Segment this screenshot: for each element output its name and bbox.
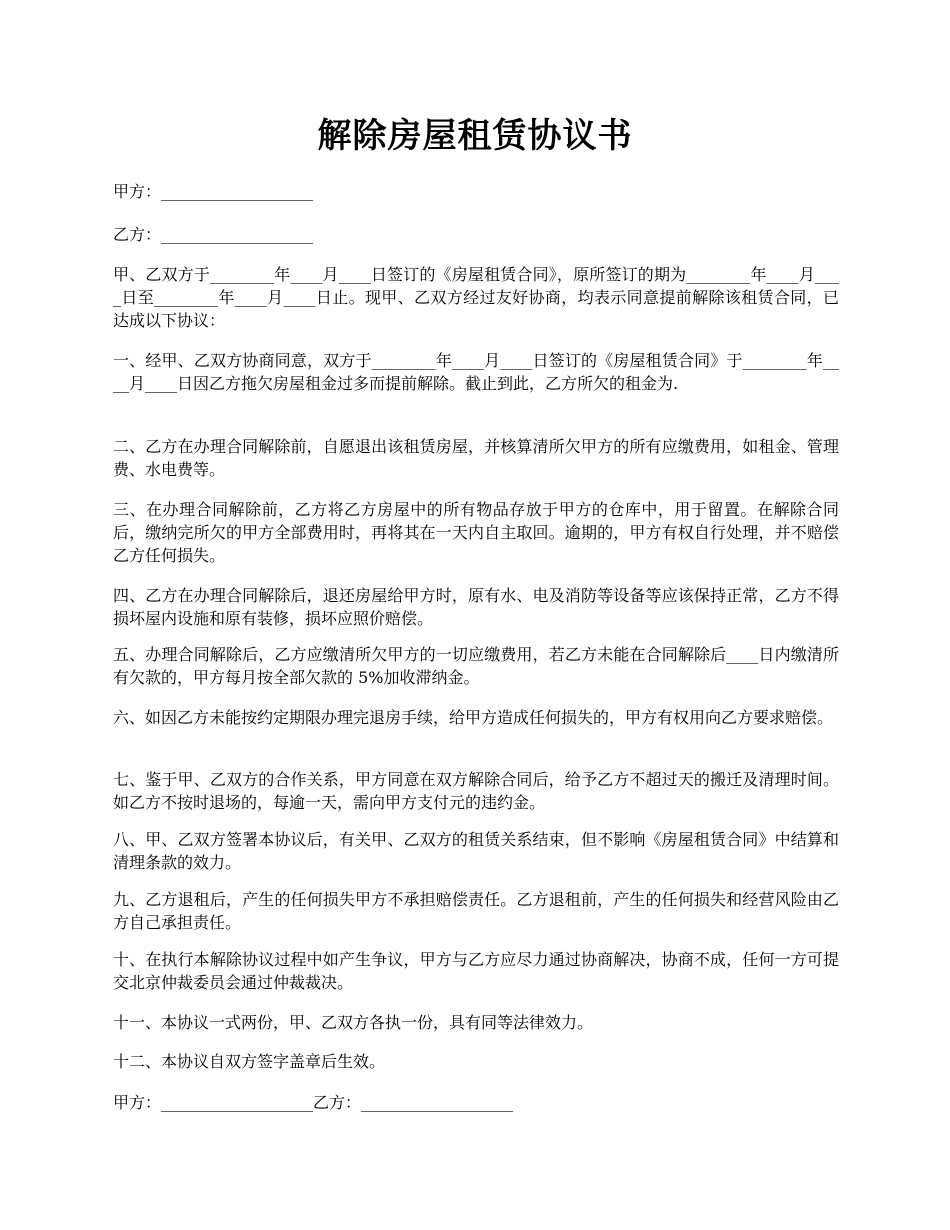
clause-11: 十一、本协议一式两份，甲、乙双方各执一份，具有同等法律效力。	[113, 1013, 594, 1032]
signature-line: 甲方：___________________乙方：___________________	[113, 1093, 514, 1112]
party-a-line: 甲方：___________________	[113, 182, 314, 201]
clause-3: 三、在办理合同解除前，乙方将乙方房屋中的所有物品存放于甲方的仓库中，用于留置。在解除合同后，缴纳完所欠的甲方全部费用时，再将其在一天内自主取回。逾期的，甲方有权自行处理，并不赔偿乙方任何损失。	[113, 500, 839, 565]
clause-1: 一、经甲、乙双方协商同意，双方于________年____月____日签订的《房屋租赁合同》于________年____月____日因乙方拖欠房屋租金过多而提前解除。截止到此，乙方所欠的租金为.	[113, 351, 839, 393]
intro-paragraph: 甲、乙双方于________年____月____日签订的《房屋租赁合同》，原所签订的期为________年____月____日至________年____月____日止。现甲、乙双方经过友好协商，均表示同意提前解除该租赁合同，已达成以下协议：	[113, 265, 839, 330]
party-b-line: 乙方：___________________	[113, 225, 314, 244]
document-title: 解除房屋租赁协议书	[317, 116, 633, 156]
clause-7: 七、鉴于甲、乙双方的合作关系，甲方同意在双方解除合同后，给予乙方不超过天的搬迁及清理时间。如乙方不按时退场的，每逾一天，需向甲方支付元的违约金。	[113, 770, 839, 812]
clause-4: 四、乙方在办理合同解除后，退还房屋给甲方时，原有水、电及消防等设备等应该保持正常，乙方不得损坏屋内设施和原有装修，损坏应照价赔偿。	[113, 586, 839, 628]
clause-12: 十二、本协议自双方签字盖章后生效。	[113, 1052, 386, 1071]
clause-6: 六、如因乙方未能按约定期限办理完退房手续，给甲方造成任何损失的，甲方有权用向乙方要求赔偿。	[113, 708, 834, 727]
clause-5: 五、办理合同解除后，乙方应缴清所欠甲方的一切应缴费用，若乙方未能在合同解除后____日内缴清所有欠款的，甲方每月按全部欠款的 5%加收滞纳金。	[113, 645, 839, 687]
clause-9: 九、乙方退租后，产生的任何损失甲方不承担赔偿责任。乙方退租前，产生的任何损失和经营风险由乙方自己承担责任。	[113, 890, 839, 932]
clause-2: 二、乙方在办理合同解除前，自愿退出该租赁房屋，并核算清所欠甲方的所有应缴费用，如租金、管理费、水电费等。	[113, 437, 839, 479]
clause-10: 十、在执行本解除协议过程中如产生争议，甲方与乙方应尽力通过协商解决，协商不成，任何一方可提交北京仲裁委员会通过仲裁裁决。	[113, 950, 839, 992]
clause-8: 八、甲、乙双方签署本协议后，有关甲、乙双方的租赁关系结束，但不影响《房屋租赁合同》中结算和清理条款的效力。	[113, 830, 839, 872]
